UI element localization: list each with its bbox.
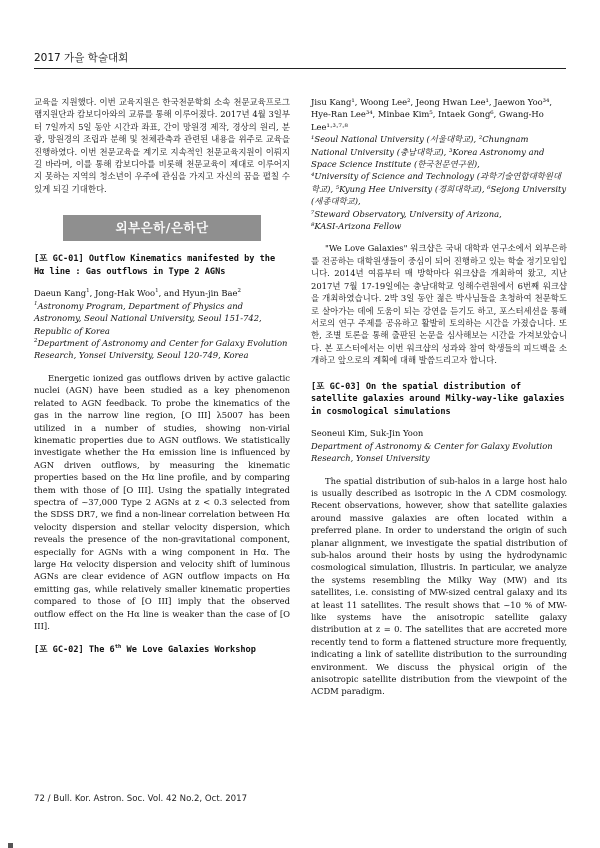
aff-text: Astronomy Program, Department of Physics and Astronomy, Seoul National University, Seoul 151-742, Republic of Korea — [34, 300, 262, 336]
left-column — [34, 96, 290, 657]
gc03-authors: Seoneui Kim, Suk-Jin Yoon — [311, 428, 424, 439]
intro-paragraph: 교육을 지원했다. 이번 교육지원은 한국천문학회 소속 천문교육프로그램지원단과 캄보디아와의 교류를 통해 이루어졌다. 2017년 4월 3일부터 7일까지 5일 동안 시간과 좌표, 간이 망원경 제작, 경상의 원리, 분광, 망원경의 조립과 분해 및 천체관측과 관련된 내용을 위주로 교육을 진행하였다. 이번 천문교육을 계기로 지속적인 천문교육지원이 이뤄지길 바라며, 이를 통해 캄보디아를 비롯해 천문교육이 제대로 이루어지지 못하는 지역의 청소년이 우주에 관심을 가지고 자신의 꿈을 펼칠 수 있게 되길 기대한다. — [34, 97, 290, 194]
gc01-title: [포 GC-01] Outflow Kinematics manifested by the Hα line : Gas outflows in Type 2 AGNs — [34, 254, 276, 277]
gc02-authors: Jisu Kang¹, Woong Lee², Jeong Hwan Lee¹, Jaewon Yoo³⁴, Hye-Ran Lee³⁴, Minbae Kim⁵, Intaek Gong⁶, Gwang-Ho Lee¹·³·⁷·⁸ — [311, 97, 553, 132]
gc02-affiliation: ⁴University of Science and Technology (과학기술연합대학원대학교), ⁵Kyung Hee University (경희대학교), ⁶Sejong University (세종대학교), — [311, 171, 567, 207]
gc02-affiliation: ⁷Steward Observatory, University of Arizona, — [311, 208, 502, 219]
gc01-affiliation-2 — [34, 337, 290, 362]
corner-mark — [8, 843, 13, 848]
right-column — [311, 96, 567, 698]
gc01-abstract: Energetic ionized gas outflows driven by active galactic nuclei (AGN) have been studied as a key phenomenon related to AGN feedback. To probe the kinematics of the gas in the narrow line region, [O III] λ5007 has been utilized in a number of studies, showing non-virial kinematic properties due to AGN outflows. We statistically investigate whether the Hα emission line is influenced by AGN driven outflows, by measuring the kinematic properties based on the Hα line profile, and by comparing them with those of [O III]. Using the spatially integrated spectra of ~37,000 Type 2 AGNs at z < 0.3 selected from the SDSS DR7, we find a non-linear correlation between Hα velocity dispersion and stellar velocity dispersion, which reveals the presence of the non-gravitational component, especially for AGNs with a wing component in Hα. The large Hα velocity dispersion and velocity shift of luminous AGNs are clear evidence of AGN outflow impacts on Hα emitting gas, while relatively smaller kinematic properties compared to those of [O III] imply that the observed outflow effect on the Hα line is weaker than the case of [O III]. — [34, 372, 290, 631]
gc03-abstract: The spatial distribution of sub-halos in a large host halo is usually described as isotropic in the Λ CDM cosmology. Recent observations, however, show that satellite galaxies around massive galaxies are often located within a preferred plane. In order to understand the origin of such planar alignment, we investigate the spatial distribution of sub-halos around their hosts by using the hydrodynamic cosmological simulation, Illustris. In particular, we analyze the systems resembling the Milky Way (MW) and its satellites, i.e. consisting of MW-sized central galaxy and its at least 11 satellites. The result shows that ~10 % of MW-like systems have the anisotropic satellite galaxy distribution at z = 0. The satellites that are accreted more recently tend to form a flattened structure more frequently, indicating a link of satellite distribution to the surrounding environment. We discuss the physical origin of the anisotropic satellite distribution from the viewpoint of the ΛCDM paradigm. — [311, 475, 567, 697]
aff-text: Department of Astronomy and Center for Galaxy Evolution Research, Yonsei University, Seoul 120-749, Korea — [34, 338, 288, 361]
page-footer: 72 / Bull. Kor. Astron. Soc. Vol. 42 No.2, Oct. 2017 — [34, 794, 248, 804]
gc01-affiliation-1 — [34, 300, 290, 337]
aff-sup: 1 — [34, 301, 38, 308]
gc01-author-sup: 1 — [86, 288, 90, 295]
gc02-title — [34, 644, 290, 657]
gc02-affiliation: ⁸KASI-Arizona Fellow — [311, 221, 402, 232]
gc02-affiliation: ¹Seoul National University (서울대학교), ²Chungnam National University (충남대학교), ³Korea Astronomy and Space Science Institute (한국천문연구원), — [311, 134, 545, 170]
gc01-author-sup: 2 — [237, 288, 241, 295]
gc02-title-suffix: We Love Galaxies Workshop — [121, 645, 256, 656]
gc02-title-prefix: [포 GC-02] The 6 — [34, 645, 115, 656]
gc03-title: [포 GC-03] On the spatial distribution of satellite galaxies around Milky-way-like galaxies in cosmological simulations — [311, 381, 565, 417]
running-header: 2017 가을 학술대회 — [34, 52, 129, 64]
aff-sup: 2 — [34, 338, 38, 345]
gc01-author: Hyun-jin Bae — [182, 288, 238, 299]
gc01-author: Daeun Kang — [34, 288, 87, 299]
gc01-author-sup: 1 — [155, 288, 159, 295]
gc02-title-sup: th — [114, 644, 122, 651]
gc01-authors: Daeun Kang$^1$, Jong-Hak Woo$^1$, and Hyun-jin Bae$^2$ — [34, 288, 241, 299]
section-banner: 외부은하/은하단 — [63, 215, 261, 241]
gc02-abstract: "We Love Galaxies" 워크샵은 국내 대학과 연구소에서 외부은하를 전공하는 대학원생들이 중심이 되어 진행하고 있는 학술 정기모임입니다. 2014년 여름부터 매 방학마다 워크샵을 개최하여 왔고, 지난 2017년 7월 17-19일에는 충남대학교 잉해수련원에서 6번째 워크샵을 개최하였습니다. 2박 3일 동안 젊은 박사님들을 초청하여 천문학도로 살아가는 데에 도움이 되는 강연을 듣기도 하고, 포스터세션을 통해 서로의 연구 주제를 공유하고 활발히 토의하는 시간을 가졌습니다. 또한, 조별 토론을 통해 출판된 논문을 심사해보는 시간을 가져보았습니다. 본 포스터에서는 이번 워크샵의 성과와 참여 학생들의 피드백을 소개하고 앞으로의 계획에 대해 발씀드리고자 합니다. — [311, 243, 567, 366]
header-rule — [34, 68, 566, 69]
gc01-author: Jong-Hak Woo — [94, 288, 156, 299]
gc03-affiliation: Department of Astronomy & Center for Galaxy Evolution Research, Yonsei University — [311, 440, 553, 464]
